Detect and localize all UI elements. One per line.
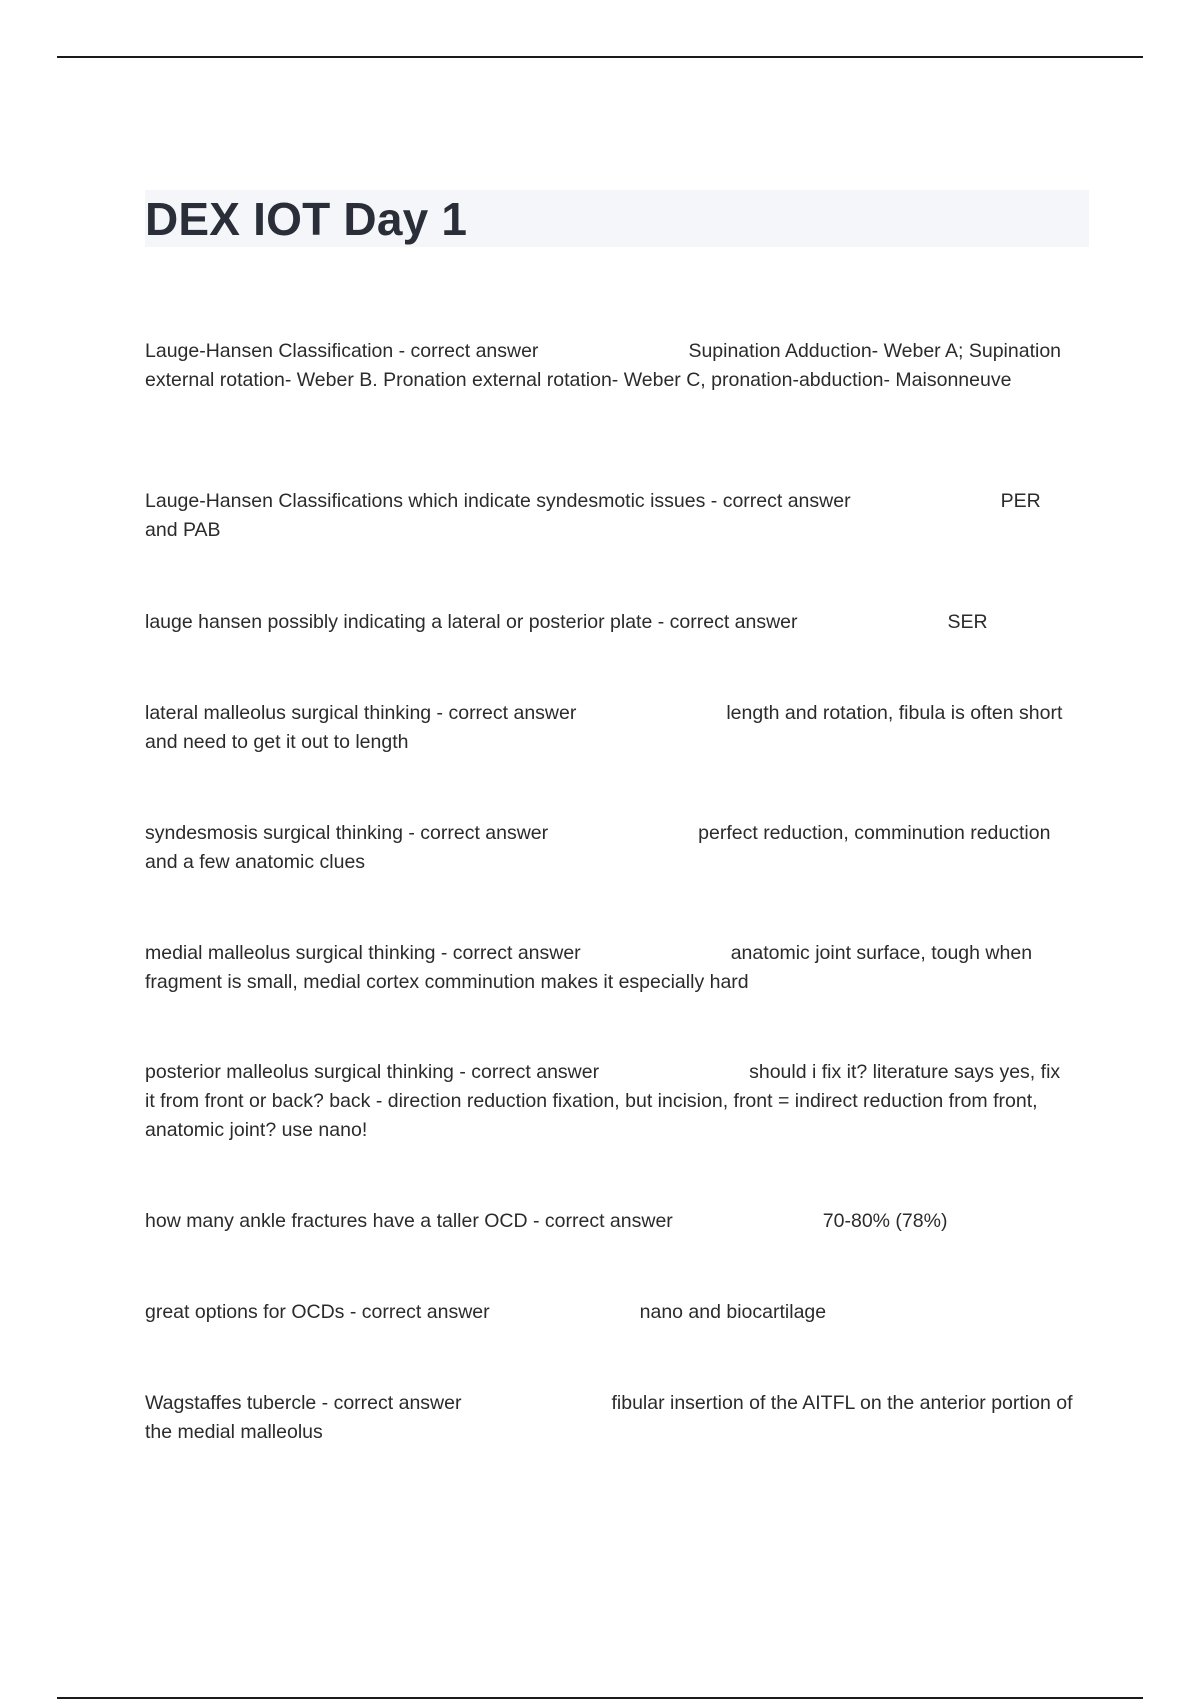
flashcard-definition: should i fix it? literature says yes, fix it from front or back? back - direction reduction fixation, but incision, front = indirect reduction from front, anatomic joint? use nano! (145, 1061, 1061, 1141)
flashcard (145, 939, 1075, 997)
flashcard-definition: Supination Adduction- Weber A; Supination external rotation- Weber B. Pronation external rotation- Weber C, pronation-abduction- Maisonneuve (145, 340, 1062, 391)
flashcard (145, 819, 1075, 877)
top-rule (57, 56, 1143, 58)
flashcard-term: lauge hansen possibly indicating a lateral or posterior plate - correct answer (145, 611, 798, 633)
flashcard-term: great options for OCDs - correct answer (145, 1301, 490, 1323)
page-title: DEX IOT Day 1 (145, 193, 468, 245)
bottom-rule (57, 1697, 1143, 1699)
flashcard-definition: anatomic joint surface, tough when fragment is small, medial cortex comminution makes it especially hard (145, 942, 1033, 993)
flashcard-term: medial malleolus surgical thinking - correct answer (145, 942, 581, 964)
flashcard-term: Lauge-Hansen Classifications which indicate syndesmotic issues - correct answer (145, 490, 851, 512)
flashcard (145, 1058, 1075, 1145)
flashcard-definition: fibular insertion of the AITFL on the anterior portion of the medial malleolus (145, 1392, 1073, 1443)
flashcard-definition: SER (947, 611, 988, 633)
flashcard (145, 608, 1075, 637)
flashcard (145, 487, 1075, 545)
flashcard-definition: PER and PAB (145, 490, 1041, 541)
flashcard-term: syndesmosis surgical thinking - correct answer (145, 822, 549, 844)
flashcard-term: Wagstaffes tubercle - correct answer (145, 1392, 462, 1414)
flashcard-term: posterior malleolus surgical thinking - correct answer (145, 1061, 600, 1083)
flashcard-definition: length and rotation, fibula is often short and need to get it out to length (145, 702, 1063, 753)
flashcard (145, 1298, 1075, 1327)
flashcard (145, 337, 1075, 395)
flashcard-term: how many ankle fractures have a taller OCD - correct answer (145, 1210, 673, 1232)
flashcard (145, 1207, 1075, 1236)
flashcard-definition: 70-80% (78%) (822, 1210, 948, 1232)
flashcard-definition: perfect reduction, comminution reduction and a few anatomic clues (145, 822, 1051, 873)
flashcard (145, 1389, 1075, 1447)
flashcard-term: Lauge-Hansen Classification - correct answer (145, 340, 539, 362)
flashcard (145, 699, 1075, 757)
flashcard-definition: nano and biocartilage (639, 1301, 827, 1323)
flashcard-term: lateral malleolus surgical thinking - correct answer (145, 702, 577, 724)
